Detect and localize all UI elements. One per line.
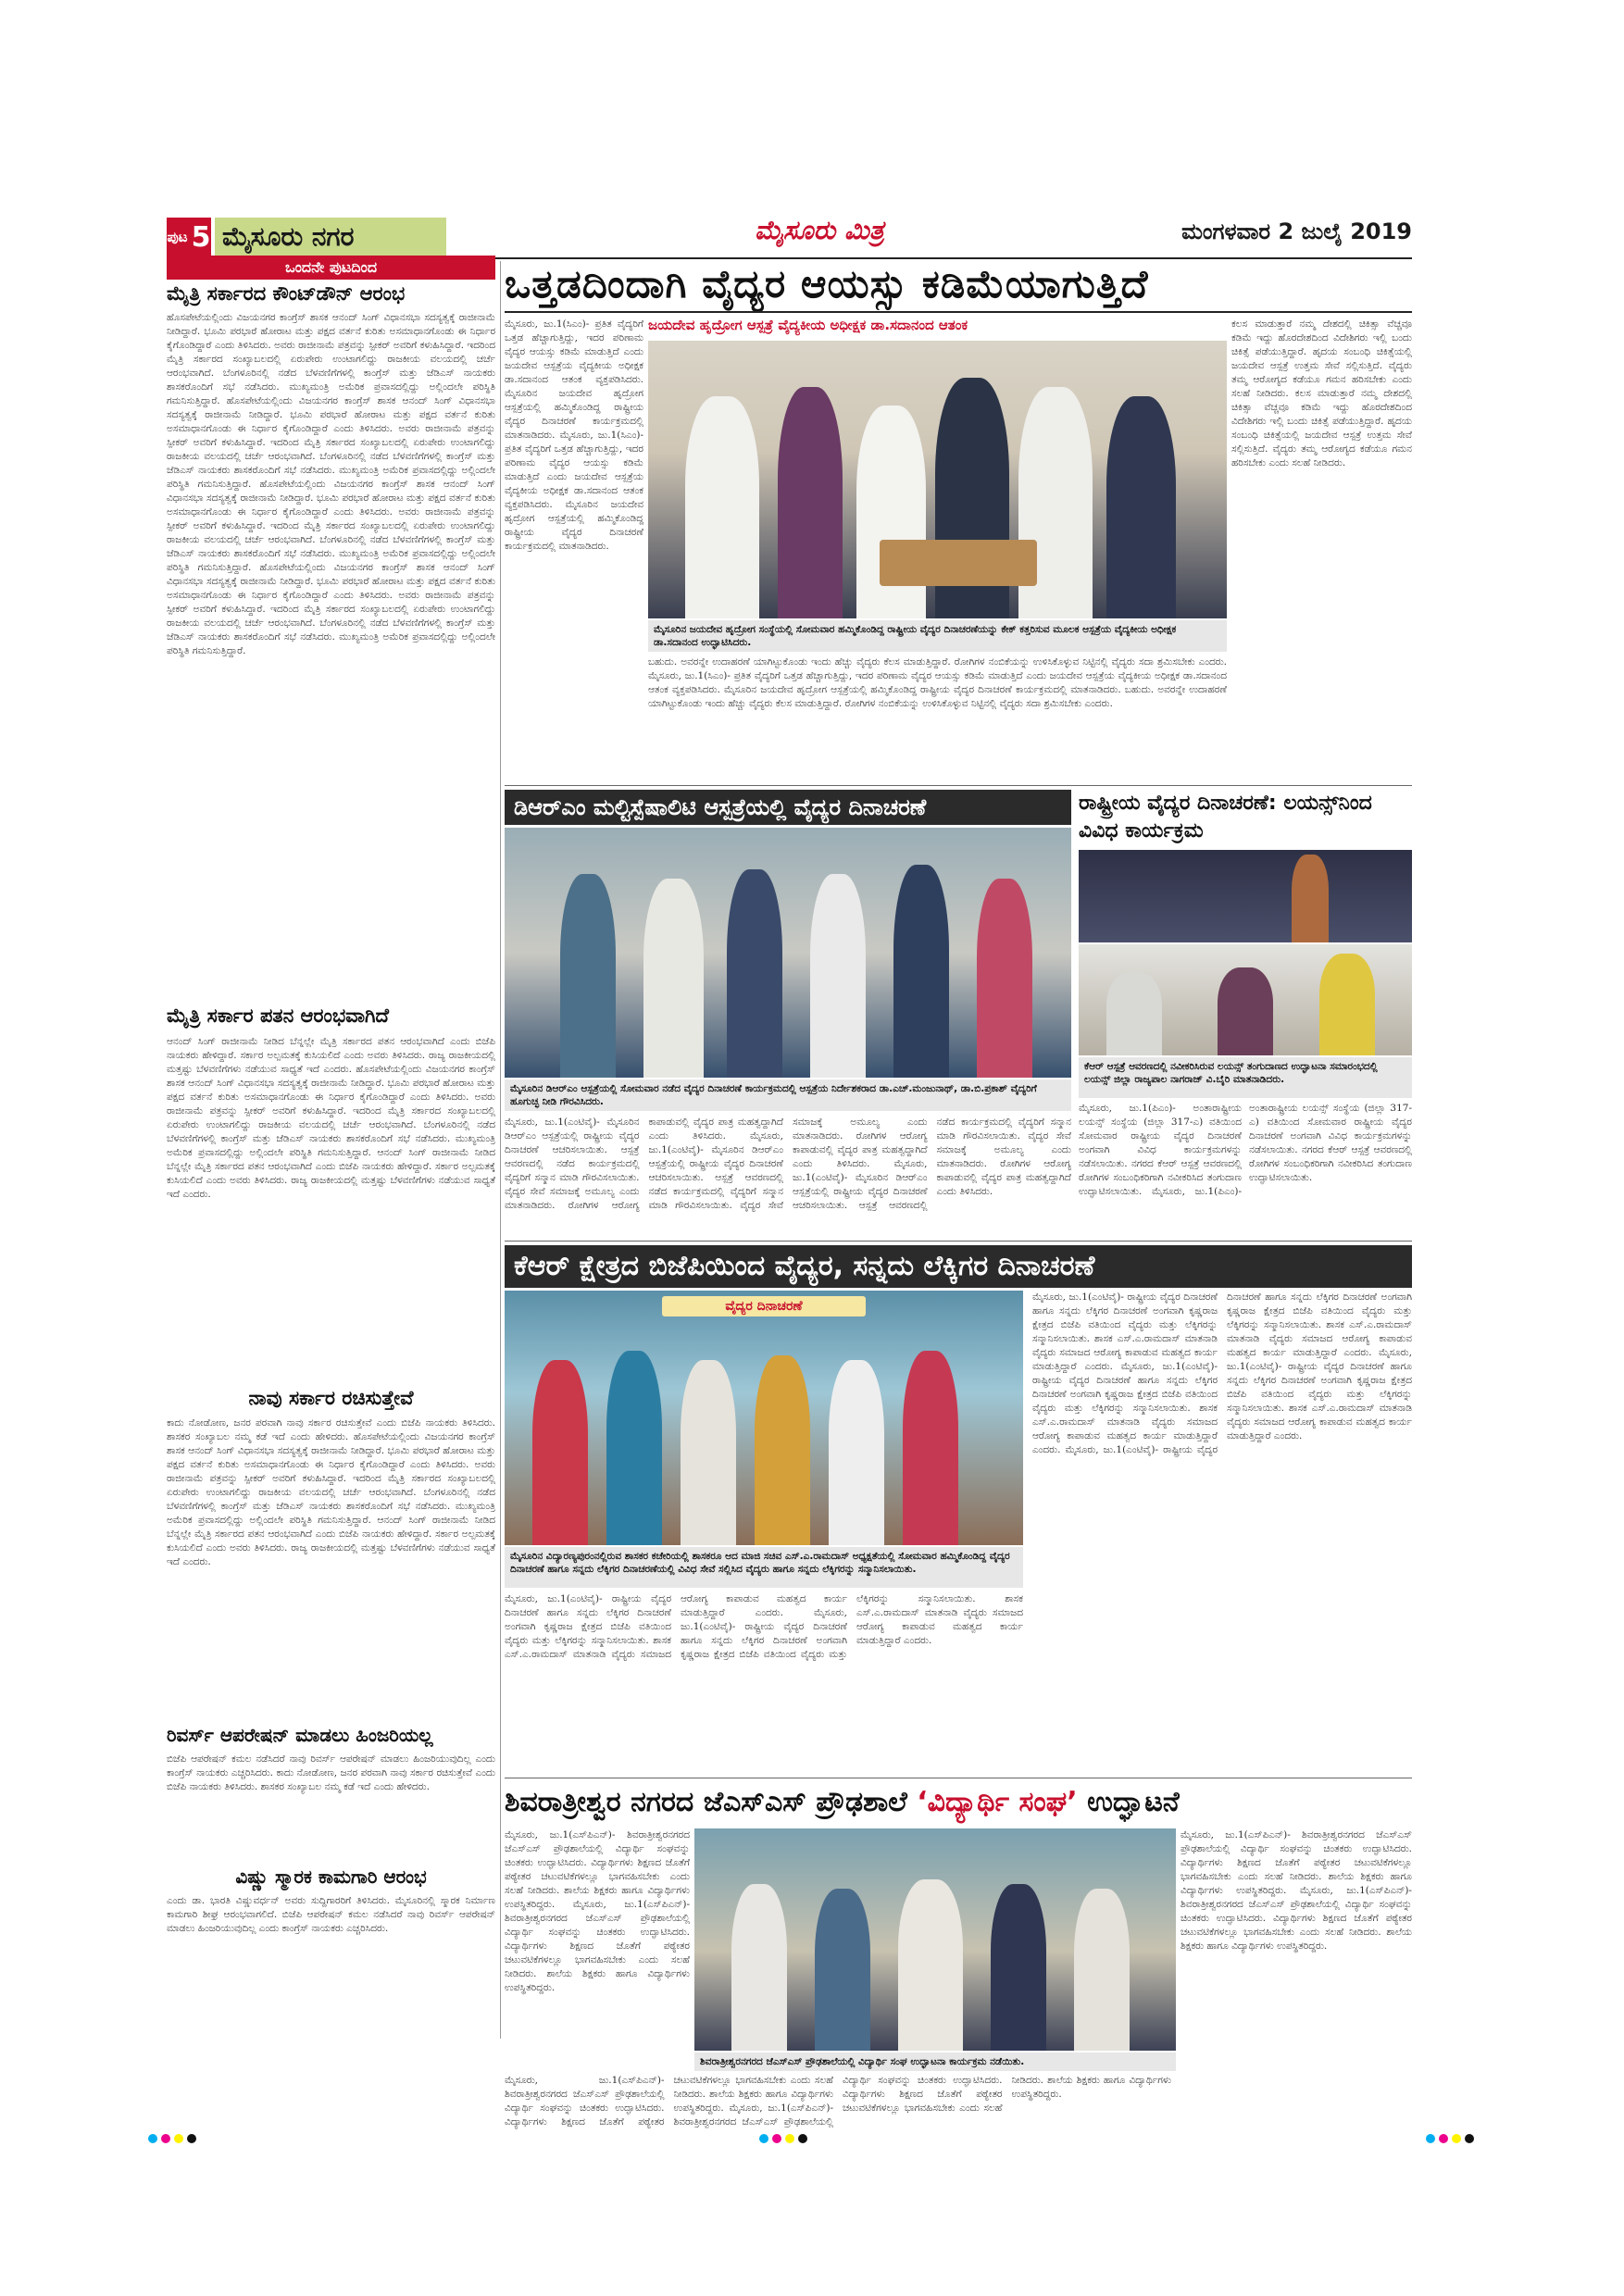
cyan-dot (148, 2134, 157, 2143)
story5-headline: ಶಿವರಾತ್ರೀಶ್ವರ ನಗರದ ಜೆಎಸ್‌ಎಸ್ ಪ್ರೌಢಶಾಲೆ ‘ವಿದ್ಯಾರ್ಥಿ ಸಂಘ’ ಉದ್ಘಾಟನೆ (505, 1786, 1180, 1818)
photo-figure (532, 1360, 588, 1545)
story5-caption: ಶಿವರಾತ್ರೀಶ್ವರನಗರದ ಜೆಎಸ್‌ಎಸ್ ಪ್ರೌಢಶಾಲೆಯಲ್ಲಿ ವಿದ್ಯಾರ್ಥಿ ಸಂಘ ಉದ್ಘಾಟನಾ ಕಾರ್ಯಕ್ರಮ ನಡೆಯಿತು. (694, 2053, 1176, 2071)
lead-photo (648, 341, 1227, 618)
photo-figure (810, 874, 866, 1078)
photo-figure (778, 387, 843, 618)
photo-figure (1074, 1889, 1130, 2051)
lead-body-bottom: ಬಹುದು. ಅವರನ್ನೇ ಉದಾಹರಣೆ ಯಾಗಿಟ್ಟುಕೊಂಡು ಇಂದು ಹೆಚ್ಚು ವೈದ್ಯರು ಕೆಲಸ ಮಾಡುತ್ತಿದ್ದಾರೆ. ರೋಗಿಗಳ ನಂಬಿಕೆಯನ್ನು ಉಳಿಸಿಕೊಳ್ಳುವ ನಿಟ್ಟಿನಲ್ಲಿ ವೈದ್ಯರು ಸದಾ ಶ್ರಮಿಸಬೇಕು ಎಂದರು. ಮೈಸೂರು, ಜು.1(ಸಿಎಂ)- ಪ್ರತಿತ ವೈದ್ಯರಿಗೆ ಒತ್ತಡ ಹೆಚ್ಚಾಗುತ್ತಿದ್ದು, ಇದರ ಪರಿಣಾಮ ವೈದ್ಯರ ಆಯಸ್ಸು ಕಡಿಮೆ ಮಾಡುತ್ತಿದೆ ಎಂದು ಜಯದೇವ ಆಸ್ಪತ್ರೆಯ ವೈದ್ಯಕೀಯ ಅಧೀಕ್ಷಕ ಡಾ.ಸದಾನಂದ ಆತಂಕ ವ್ಯಕ್ತಪಡಿಸಿದರು. ಮೈಸೂರಿನ ಜಯದೇವ ಹೃದ್ರೋಗ ಆಸ್ಪತ್ರೆಯಲ್ಲಿ ಹಮ್ಮಿಕೊಂಡಿದ್ದ ರಾಷ್ಟ್ರೀಯ ವೈದ್ಯರ ದಿನಾಚರಣೆ ಕಾರ್ಯಕ್ರಮದಲ್ಲಿ ಮಾತನಾಡಿದರು. ಬಹುದು. ಅವರನ್ನೇ ಉದಾಹರಣೆ ಯಾಗಿಟ್ಟುಕೊಂಡು ಇಂದು ಹೆಚ್ಚು ವೈದ್ಯರು ಕೆಲಸ ಮಾಡುತ್ತಿದ್ದಾರೆ. ರೋಗಿಗಳ ನಂಬಿಕೆಯನ್ನು ಉಳಿಸಿಕೊಳ್ಳುವ ನಿಟ್ಟಿನಲ್ಲಿ ವೈದ್ಯರು ಸದಾ ಶ್ರಮಿಸಬೇಕು ಎಂದರು. (648, 656, 1227, 709)
registration-marks-left (148, 2129, 200, 2147)
photo-figure (606, 1351, 662, 1545)
story5-photo (694, 1828, 1176, 2051)
registration-marks-center (759, 2129, 811, 2147)
photo-figure (903, 1351, 958, 1545)
left-headline-3: ನಾವು ಸರ್ಕಾರ ರಚಿಸುತ್ತೇವೆ (248, 1387, 414, 1409)
photo-figure (681, 1360, 736, 1545)
left-headline-5: ವಿಷ್ಣು ಸ್ಮಾರಕ ಕಾಮಗಾರಿ ಆರಂಭ (235, 1866, 427, 1888)
photo-figure (1319, 954, 1375, 1055)
photo-figure (685, 396, 759, 618)
story4-caption: ಮೈಸೂರಿನ ವಿದ್ಯಾರಣ್ಯಪುರಂನಲ್ಲಿರುವ ಶಾಸಕರ ಕಚೇರಿಯಲ್ಲಿ ಶಾಸಕರೂ ಆದ ಮಾಜಿ ಸಚಿವ ಎಸ್.ಎ.ರಾಮದಾಸ್ ಅಧ್ಯಕ್ಷತೆಯಲ್ಲಿ ಸೋಮವಾರ ಹಮ್ಮಿಕೊಂಡಿದ್ದ ವೈದ್ಯರ ದಿನಾಚರಣೆ ಹಾಗೂ ಸನ್ನದು ಲೆಕ್ಕಿಗರ ದಿನಾಚರಣೆಯಲ್ಲಿ ವಿವಿಧ ಸೇವೆ ಸಲ್ಲಿಸಿದ ವೈದ್ಯರು ಹಾಗೂ ಸನ್ನದು ಲೆಕ್ಕಿಗರನ್ನು ಸನ್ಮಾನಿಸಲಾಯಿತು. (505, 1547, 1023, 1588)
section-rule (505, 785, 1412, 786)
left-article-5: ಎಂದು ಡಾ. ಭಾರತಿ ವಿಷ್ಣುವರ್ಧನ್ ಅವರು ಸುದ್ದಿಗಾರರಿಗೆ ತಿಳಿಸಿದರು. ಮೈಸೂರಿನಲ್ಲಿ ಸ್ಮಾರಕ ನಿರ್ಮಾಣ ಕಾಮಗಾರಿ ಶೀಘ್ರ ಆರಂಭವಾಗಲಿದೆ. ಬಿಜೆಪಿ ಆಪರೇಷನ್ ಕಮಲ ನಡೆಸಿದರೆ ನಾವು ರಿವರ್ಸ್ ಆಪರೇಷನ್ ಮಾಡಲು ಹಿಂಜರಿಯುವುದಿಲ್ಲ ಎಂದು ಕಾಂಗ್ರೆಸ್ ನಾಯಕರು ಎಚ್ಚರಿಸಿದರು. (167, 1895, 495, 1934)
story4-body-bottom: ಮೈಸೂರು, ಜು.1(ಎಂಟಿವೈ)- ರಾಷ್ಟ್ರೀಯ ವೈದ್ಯರ ದಿನಾಚರಣೆ ಹಾಗೂ ಸನ್ನದು ಲೆಕ್ಕಿಗರ ದಿನಾಚರಣೆ ಅಂಗವಾಗಿ ಕೃಷ್ಣರಾಜ ಕ್ಷೇತ್ರದ ಬಿಜೆಪಿ ವತಿಯಿಂದ ವೈದ್ಯರು ಮತ್ತು ಲೆಕ್ಕಿಗರನ್ನು ಸನ್ಮಾನಿಸಲಾಯಿತು. ಶಾಸಕ ಎಸ್.ಎ.ರಾಮದಾಸ್ ಮಾತನಾಡಿ ವೈದ್ಯರು ಸಮಾಜದ ಆರೋಗ್ಯ ಕಾಪಾಡುವ ಮಹತ್ವದ ಕಾರ್ಯ ಮಾಡುತ್ತಿದ್ದಾರೆ ಎಂದರು. ಮೈಸೂರು, ಜು.1(ಎಂಟಿವೈ)- ರಾಷ್ಟ್ರೀಯ ವೈದ್ಯರ ದಿನಾಚರಣೆ ಹಾಗೂ ಸನ್ನದು ಲೆಕ್ಕಿಗರ ದಿನಾಚರಣೆ ಅಂಗವಾಗಿ ಕೃಷ್ಣರಾಜ ಕ್ಷೇತ್ರದ ಬಿಜೆಪಿ ವತಿಯಿಂದ ವೈದ್ಯರು ಮತ್ತು ಲೆಕ್ಕಿಗರನ್ನು ಸನ್ಮಾನಿಸಲಾಯಿತು. ಶಾಸಕ ಎಸ್.ಎ.ರಾಮದಾಸ್ ಮಾತನಾಡಿ ವೈದ್ಯರು ಸಮಾಜದ ಆರೋಗ್ಯ ಕಾಪಾಡುವ ಮಹತ್ವದ ಕಾರ್ಯ ಮಾಡುತ್ತಿದ್ದಾರೆ ಎಂದರು. (505, 1593, 1023, 1660)
paper-logo: ಮೈಸೂರು ಮಿತ್ರ (755, 215, 884, 245)
story5-body-left: ಮೈಸೂರು, ಜು.1(ಎಸ್‌ಪಿಎನ್)- ಶಿವರಾತ್ರೀಶ್ವರನಗರದ ಜೆಎಸ್‌ಎಸ್ ಪ್ರೌಢಶಾಲೆಯಲ್ಲಿ ವಿದ್ಯಾರ್ಥಿ ಸಂಘವನ್ನು ಚಿಂತಕರು ಉದ್ಘಾಟಿಸಿದರು. ವಿದ್ಯಾರ್ಥಿಗಳು ಶಿಕ್ಷಣದ ಜೊತೆಗೆ ಪಠ್ಯೇತರ ಚಟುವಟಿಕೆಗಳಲ್ಲೂ ಭಾಗವಹಿಸಬೇಕು ಎಂದು ಸಲಹೆ ನೀಡಿದರು. ಶಾಲೆಯ ಶಿಕ್ಷಕರು ಹಾಗೂ ವಿದ್ಯಾರ್ಥಿಗಳು ಉಪಸ್ಥಿತರಿದ್ದರು. ಮೈಸೂರು, ಜು.1(ಎಸ್‌ಪಿಎನ್)- ಶಿವರಾತ್ರೀಶ್ವರನಗರದ ಜೆಎಸ್‌ಎಸ್ ಪ್ರೌಢಶಾಲೆಯಲ್ಲಿ ವಿದ್ಯಾರ್ಥಿ ಸಂಘವನ್ನು ಚಿಂತಕರು ಉದ್ಘಾಟಿಸಿದರು. ವಿದ್ಯಾರ್ಥಿಗಳು ಶಿಕ್ಷಣದ ಜೊತೆಗೆ ಪಠ್ಯೇತರ ಚಟುವಟಿಕೆಗಳಲ್ಲೂ ಭಾಗವಹಿಸಬೇಕು ಎಂದು ಸಲಹೆ ನೀಡಿದರು. ಶಾಲೆಯ ಶಿಕ್ಷಕರು ಹಾಗೂ ವಿದ್ಯಾರ್ಥಿಗಳು ಉಪಸ್ಥಿತರಿದ್ದರು. (505, 1829, 690, 1993)
black-dot (798, 2134, 807, 2143)
photo-figure (856, 406, 926, 618)
left-headline-4: ರಿವರ್ಸ್ ಆಪರೇಷನ್ ಮಾಡಲು ಹಿಂಜರಿಯಲ್ಲ (167, 1724, 433, 1746)
photo-figure (1292, 855, 1329, 942)
lead-kicker: ಜಯದೇವ ಹೃದ್ರೋಗ ಆಸ್ಪತ್ರೆ ವೈದ್ಯಕೀಯ ಅಧೀಕ್ಷಕ ಡಾ.ಸದಾನಂದ ಆತಂಕ (648, 317, 968, 333)
photo-figure (755, 1355, 810, 1545)
story2-caption: ಮೈಸೂರಿನ ಡಿಆರ್‌ಎಂ ಆಸ್ಪತ್ರೆಯಲ್ಲಿ ಸೋಮವಾರ ನಡೆದ ವೈದ್ಯರ ದಿನಾಚರಣೆ ಕಾರ್ಯಕ್ರಮದಲ್ಲಿ ಆಸ್ಪತ್ರೆಯ ನಿರ್ದೇಶಕರಾದ ಡಾ.ಎಚ್.ಮಂಜುನಾಥ್, ಡಾ.ಬಿ.ಪ್ರಕಾಶ್ ವೈದ್ಯರಿಗೆ ಹೂಗುಚ್ಛ ನೀಡಿ ಗೌರವಿಸಿದರು. (505, 1079, 1071, 1111)
yellow-dot (174, 2134, 183, 2143)
story3-photo-bottom (1079, 944, 1412, 1055)
lead-rule (505, 311, 1412, 313)
story2-photo (505, 828, 1071, 1078)
yellow-dot (1452, 2134, 1461, 2143)
story5-headline-highlight: ‘ವಿದ್ಯಾರ್ಥಿ ಸಂಘ’ (917, 1786, 1078, 1818)
lead-headline: ಒತ್ತಡದಿಂದಾಗಿ ವೈದ್ಯರ ಆಯಸ್ಸು ಕಡಿಮೆಯಾಗುತ್ತಿದೆ (505, 261, 1412, 309)
column-divider (500, 261, 501, 2039)
photo-figure (560, 874, 616, 1078)
left-headline-2: ಮೈತ್ರಿ ಸರ್ಕಾರ ಪತನ ಆರಂಭವಾಗಿದೆ (167, 1004, 389, 1027)
story3-headline: ರಾಷ್ಟ್ರೀಯ ವೈದ್ಯರ ದಿನಾಚರಣೆ: ಲಯನ್ಸ್‌ನಿಂದ ವಿವಿಧ ಕಾರ್ಯಕ್ರಮ (1079, 792, 1372, 842)
photo-figure (991, 1884, 1046, 2051)
story4-body-right: ಮೈಸೂರು, ಜು.1(ಎಂಟಿವೈ)- ರಾಷ್ಟ್ರೀಯ ವೈದ್ಯರ ದಿನಾಚರಣೆ ಹಾಗೂ ಸನ್ನದು ಲೆಕ್ಕಿಗರ ದಿನಾಚರಣೆ ಅಂಗವಾಗಿ ಕೃಷ್ಣರಾಜ ಕ್ಷೇತ್ರದ ಬಿಜೆಪಿ ವತಿಯಿಂದ ವೈದ್ಯರು ಮತ್ತು ಲೆಕ್ಕಿಗರನ್ನು ಸನ್ಮಾನಿಸಲಾಯಿತು. ಶಾಸಕ ಎಸ್.ಎ.ರಾಮದಾಸ್ ಮಾತನಾಡಿ ವೈದ್ಯರು ಸಮಾಜದ ಆರೋಗ್ಯ ಕಾಪಾಡುವ ಮಹತ್ವದ ಕಾರ್ಯ ಮಾಡುತ್ತಿದ್ದಾರೆ ಎಂದರು. ಮೈಸೂರು, ಜು.1(ಎಂಟಿವೈ)- ರಾಷ್ಟ್ರೀಯ ವೈದ್ಯರ ದಿನಾಚರಣೆ ಹಾಗೂ ಸನ್ನದು ಲೆಕ್ಕಿಗರ ದಿನಾಚರಣೆ ಅಂಗವಾಗಿ ಕೃಷ್ಣರಾಜ ಕ್ಷೇತ್ರದ ಬಿಜೆಪಿ ವತಿಯಿಂದ ವೈದ್ಯರು ಮತ್ತು ಲೆಕ್ಕಿಗರನ್ನು ಸನ್ಮಾನಿಸಲಾಯಿತು. ಶಾಸಕ ಎಸ್.ಎ.ರಾಮದಾಸ್ ಮಾತನಾಡಿ ವೈದ್ಯರು ಸಮಾಜದ ಆರೋಗ್ಯ ಕಾಪಾಡುವ ಮಹತ್ವದ ಕಾರ್ಯ ಮಾಡುತ್ತಿದ್ದಾರೆ ಎಂದರು. ಮೈಸೂರು, ಜು.1(ಎಂಟಿವೈ)- ರಾಷ್ಟ್ರೀಯ ವೈದ್ಯರ ದಿನಾಚರಣೆ ಹಾಗೂ ಸನ್ನದು ಲೆಕ್ಕಿಗರ ದಿನಾಚರಣೆ ಅಂಗವಾಗಿ ಕೃಷ್ಣರಾಜ ಕ್ಷೇತ್ರದ ಬಿಜೆಪಿ ವತಿಯಿಂದ ವೈದ್ಯರು ಮತ್ತು ಲೆಕ್ಕಿಗರನ್ನು ಸನ್ಮಾನಿಸಲಾಯಿತು. ಶಾಸಕ ಎಸ್.ಎ.ರಾಮದಾಸ್ ಮಾತನಾಡಿ ವೈದ್ಯರು ಸಮಾಜದ ಆರೋಗ್ಯ ಕಾಪಾಡುವ ಮಹತ್ವದ ಕಾರ್ಯ ಮಾಡುತ್ತಿದ್ದಾರೆ ಎಂದರು. ಮೈಸೂರು, ಜು.1(ಎಂಟಿವೈ)- ರಾಷ್ಟ್ರೀಯ ವೈದ್ಯರ ದಿನಾಚರಣೆ ಹಾಗೂ ಸನ್ನದು ಲೆಕ್ಕಿಗರ ದಿನಾಚರಣೆ ಅಂಗವಾಗಿ ಕೃಷ್ಣರಾಜ ಕ್ಷೇತ್ರದ ಬಿಜೆಪಿ ವತಿಯಿಂದ ವೈದ್ಯರು ಮತ್ತು ಲೆಕ್ಕಿಗರನ್ನು ಸನ್ಮಾನಿಸಲಾಯಿತು. ಶಾಸಕ ಎಸ್.ಎ.ರಾಮದಾಸ್ ಮಾತನಾಡಿ ವೈದ್ಯರು ಸಮಾಜದ ಆರೋಗ್ಯ ಕಾಪಾಡುವ ಮಹತ್ವದ ಕಾರ್ಯ ಮಾಡುತ್ತಿದ್ದಾರೆ ಎಂದರು. (1032, 1292, 1412, 1455)
left-article-1: ಹೊಸಪೇಟೆಯಲ್ಲಿಂದು ವಿಜಯನಗರ ಕಾಂಗ್ರೆಸ್ ಶಾಸಕ ಆನಂದ್ ಸಿಂಗ್ ವಿಧಾನಸಭಾ ಸದಸ್ಯತ್ವಕ್ಕೆ ರಾಜೀನಾಮೆ ನೀಡಿದ್ದಾರೆ. ಭೂಮಿ ಪರಭಾರೆ ಹೋರಾಟ ಮತ್ತು ಪಕ್ಷದ ವರ್ತನೆ ಕುರಿತು ಅಸಮಾಧಾನಗೊಂಡು ಈ ನಿರ್ಧಾರ ಕೈಗೊಂಡಿದ್ದಾರೆ ಎಂದು ತಿಳಿಸಿದರು. ಅವರು ರಾಜೀನಾಮೆ ಪತ್ರವನ್ನು ಸ್ಪೀಕರ್ ಅವರಿಗೆ ಕಳುಹಿಸಿದ್ದಾರೆ. ಇದರಿಂದ ಮೈತ್ರಿ ಸರ್ಕಾರದ ಸಂಖ್ಯಾಬಲದಲ್ಲಿ ಏರುಪೇರು ಉಂಟಾಗಲಿದ್ದು ರಾಜಕೀಯ ವಲಯದಲ್ಲಿ ಚರ್ಚೆ ಆರಂಭವಾಗಿದೆ. ಬೆಂಗಳೂರಿನಲ್ಲಿ ನಡೆದ ಬೆಳವಣಿಗೆಗಳಲ್ಲಿ ಕಾಂಗ್ರೆಸ್ ಮತ್ತು ಜೆಡಿಎಸ್ ನಾಯಕರು ಶಾಸಕರೊಂದಿಗೆ ಸಭೆ ನಡೆಸಿದರು. ಮುಖ್ಯಮಂತ್ರಿ ಅಮೆರಿಕ ಪ್ರವಾಸದಲ್ಲಿದ್ದು ಅಲ್ಲಿಂದಲೇ ಪರಿಸ್ಥಿತಿ ಗಮನಿಸುತ್ತಿದ್ದಾರೆ. ಹೊಸಪೇಟೆಯಲ್ಲಿಂದು ವಿಜಯನಗರ ಕಾಂಗ್ರೆಸ್ ಶಾಸಕ ಆನಂದ್ ಸಿಂಗ್ ವಿಧಾನಸಭಾ ಸದಸ್ಯತ್ವಕ್ಕೆ ರಾಜೀನಾಮೆ ನೀಡಿದ್ದಾರೆ. ಭೂಮಿ ಪರಭಾರೆ ಹೋರಾಟ ಮತ್ತು ಪಕ್ಷದ ವರ್ತನೆ ಕುರಿತು ಅಸಮಾಧಾನಗೊಂಡು ಈ ನಿರ್ಧಾರ ಕೈಗೊಂಡಿದ್ದಾರೆ ಎಂದು ತಿಳಿಸಿದರು. ಅವರು ರಾಜೀನಾಮೆ ಪತ್ರವನ್ನು ಸ್ಪೀಕರ್ ಅವರಿಗೆ ಕಳುಹಿಸಿದ್ದಾರೆ. ಇದರಿಂದ ಮೈತ್ರಿ ಸರ್ಕಾರದ ಸಂಖ್ಯಾಬಲದಲ್ಲಿ ಏರುಪೇರು ಉಂಟಾಗಲಿದ್ದು ರಾಜಕೀಯ ವಲಯದಲ್ಲಿ ಚರ್ಚೆ ಆರಂಭವಾಗಿದೆ. ಬೆಂಗಳೂರಿನಲ್ಲಿ ನಡೆದ ಬೆಳವಣಿಗೆಗಳಲ್ಲಿ ಕಾಂಗ್ರೆಸ್ ಮತ್ತು ಜೆಡಿಎಸ್ ನಾಯಕರು ಶಾಸಕರೊಂದಿಗೆ ಸಭೆ ನಡೆಸಿದರು. ಮುಖ್ಯಮಂತ್ರಿ ಅಮೆರಿಕ ಪ್ರವಾಸದಲ್ಲಿದ್ದು ಅಲ್ಲಿಂದಲೇ ಪರಿಸ್ಥಿತಿ ಗಮನಿಸುತ್ತಿದ್ದಾರೆ. ಹೊಸಪೇಟೆಯಲ್ಲಿಂದು ವಿಜಯನಗರ ಕಾಂಗ್ರೆಸ್ ಶಾಸಕ ಆನಂದ್ ಸಿಂಗ್ ವಿಧಾನಸಭಾ ಸದಸ್ಯತ್ವಕ್ಕೆ ರಾಜೀನಾಮೆ ನೀಡಿದ್ದಾರೆ. ಭೂಮಿ ಪರಭಾರೆ ಹೋರಾಟ ಮತ್ತು ಪಕ್ಷದ ವರ್ತನೆ ಕುರಿತು ಅಸಮಾಧಾನಗೊಂಡು ಈ ನಿರ್ಧಾರ ಕೈಗೊಂಡಿದ್ದಾರೆ ಎಂದು ತಿಳಿಸಿದರು. ಅವರು ರಾಜೀನಾಮೆ ಪತ್ರವನ್ನು ಸ್ಪೀಕರ್ ಅವರಿಗೆ ಕಳುಹಿಸಿದ್ದಾರೆ. ಇದರಿಂದ ಮೈತ್ರಿ ಸರ್ಕಾರದ ಸಂಖ್ಯಾಬಲದಲ್ಲಿ ಏರುಪೇರು ಉಂಟಾಗಲಿದ್ದು ರಾಜಕೀಯ ವಲಯದಲ್ಲಿ ಚರ್ಚೆ ಆರಂಭವಾಗಿದೆ. ಬೆಂಗಳೂರಿನಲ್ಲಿ ನಡೆದ ಬೆಳವಣಿಗೆಗಳಲ್ಲಿ ಕಾಂಗ್ರೆಸ್ ಮತ್ತು ಜೆಡಿಎಸ್ ನಾಯಕರು ಶಾಸಕರೊಂದಿಗೆ ಸಭೆ ನಡೆಸಿದರು. ಮುಖ್ಯಮಂತ್ರಿ ಅಮೆರಿಕ ಪ್ರವಾಸದಲ್ಲಿದ್ದು ಅಲ್ಲಿಂದಲೇ ಪರಿಸ್ಥಿತಿ ಗಮನಿಸುತ್ತಿದ್ದಾರೆ. ಹೊಸಪೇಟೆಯಲ್ಲಿಂದು ವಿಜಯನಗರ ಕಾಂಗ್ರೆಸ್ ಶಾಸಕ ಆನಂದ್ ಸಿಂಗ್ ವಿಧಾನಸಭಾ ಸದಸ್ಯತ್ವಕ್ಕೆ ರಾಜೀನಾಮೆ ನೀಡಿದ್ದಾರೆ. ಭೂಮಿ ಪರಭಾರೆ ಹೋರಾಟ ಮತ್ತು ಪಕ್ಷದ ವರ್ತನೆ ಕುರಿತು ಅಸಮಾಧಾನಗೊಂಡು ಈ ನಿರ್ಧಾರ ಕೈಗೊಂಡಿದ್ದಾರೆ ಎಂದು ತಿಳಿಸಿದರು. ಅವರು ರಾಜೀನಾಮೆ ಪತ್ರವನ್ನು ಸ್ಪೀಕರ್ ಅವರಿಗೆ ಕಳುಹಿಸಿದ್ದಾರೆ. ಇದರಿಂದ ಮೈತ್ರಿ ಸರ್ಕಾರದ ಸಂಖ್ಯಾಬಲದಲ್ಲಿ ಏರುಪೇರು ಉಂಟಾಗಲಿದ್ದು ರಾಜಕೀಯ ವಲಯದಲ್ಲಿ ಚರ್ಚೆ ಆರಂಭವಾಗಿದೆ. ಬೆಂಗಳೂರಿನಲ್ಲಿ ನಡೆದ ಬೆಳವಣಿಗೆಗಳಲ್ಲಿ ಕಾಂಗ್ರೆಸ್ ಮತ್ತು ಜೆಡಿಎಸ್ ನಾಯಕರು ಶಾಸಕರೊಂದಿಗೆ ಸಭೆ ನಡೆಸಿದರು. ಮುಖ್ಯಮಂತ್ರಿ ಅಮೆರಿಕ ಪ್ರವಾಸದಲ್ಲಿದ್ದು ಅಲ್ಲಿಂದಲೇ ಪರಿಸ್ಥಿತಿ ಗಮನಿಸುತ್ತಿದ್ದಾರೆ. (167, 312, 495, 656)
magenta-dot (161, 2134, 170, 2143)
left-article-4: ಬಿಜೆಪಿ ಆಪರೇಷನ್ ಕಮಲ ನಡೆಸಿದರೆ ನಾವು ರಿವರ್ಸ್ ಆಪರೇಷನ್ ಮಾಡಲು ಹಿಂಜರಿಯುವುದಿಲ್ಲ ಎಂದು ಕಾಂಗ್ರೆಸ್ ನಾಯಕರು ಎಚ್ಚರಿಸಿದರು. ಕಾದು ನೋಡೋಣ, ಜನರ ಪರವಾಗಿ ನಾವು ಸರ್ಕಾರ ರಚಿಸುತ್ತೇವೆ ಎಂದು ಬಿಜೆಪಿ ನಾಯಕರು ತಿಳಿಸಿದರು. ಶಾಸಕರ ಸಂಖ್ಯಾಬಲ ನಮ್ಮ ಕಡೆ ಇದೆ ಎಂದು ಹೇಳಿದರು. (167, 1753, 495, 1792)
photo-banner: ವೈದ್ಯರ ದಿನಾಚರಣೆ (662, 1296, 866, 1316)
photo-figure (815, 1889, 870, 2051)
left-article-3: ಕಾದು ನೋಡೋಣ, ಜನರ ಪರವಾಗಿ ನಾವು ಸರ್ಕಾರ ರಚಿಸುತ್ತೇವೆ ಎಂದು ಬಿಜೆಪಿ ನಾಯಕರು ತಿಳಿಸಿದರು. ಶಾಸಕರ ಸಂಖ್ಯಾಬಲ ನಮ್ಮ ಕಡೆ ಇದೆ ಎಂದು ಹೇಳಿದರು. ಹೊಸಪೇಟೆಯಲ್ಲಿಂದು ವಿಜಯನಗರ ಕಾಂಗ್ರೆಸ್ ಶಾಸಕ ಆನಂದ್ ಸಿಂಗ್ ವಿಧಾನಸಭಾ ಸದಸ್ಯತ್ವಕ್ಕೆ ರಾಜೀನಾಮೆ ನೀಡಿದ್ದಾರೆ. ಭೂಮಿ ಪರಭಾರೆ ಹೋರಾಟ ಮತ್ತು ಪಕ್ಷದ ವರ್ತನೆ ಕುರಿತು ಅಸಮಾಧಾನಗೊಂಡು ಈ ನಿರ್ಧಾರ ಕೈಗೊಂಡಿದ್ದಾರೆ ಎಂದು ತಿಳಿಸಿದರು. ಅವರು ರಾಜೀನಾಮೆ ಪತ್ರವನ್ನು ಸ್ಪೀಕರ್ ಅವರಿಗೆ ಕಳುಹಿಸಿದ್ದಾರೆ. ಇದರಿಂದ ಮೈತ್ರಿ ಸರ್ಕಾರದ ಸಂಖ್ಯಾಬಲದಲ್ಲಿ ಏರುಪೇರು ಉಂಟಾಗಲಿದ್ದು ರಾಜಕೀಯ ವಲಯದಲ್ಲಿ ಚರ್ಚೆ ಆರಂಭವಾಗಿದೆ. ಬೆಂಗಳೂರಿನಲ್ಲಿ ನಡೆದ ಬೆಳವಣಿಗೆಗಳಲ್ಲಿ ಕಾಂಗ್ರೆಸ್ ಮತ್ತು ಜೆಡಿಎಸ್ ನಾಯಕರು ಶಾಸಕರೊಂದಿಗೆ ಸಭೆ ನಡೆಸಿದರು. ಮುಖ್ಯಮಂತ್ರಿ ಅಮೆರಿಕ ಪ್ರವಾಸದಲ್ಲಿದ್ದು ಅಲ್ಲಿಂದಲೇ ಪರಿಸ್ಥಿತಿ ಗಮನಿಸುತ್ತಿದ್ದಾರೆ. ಆನಂದ್ ಸಿಂಗ್ ರಾಜೀನಾಮೆ ನೀಡಿದ ಬೆನ್ನಲ್ಲೇ ಮೈತ್ರಿ ಸರ್ಕಾರದ ಪತನ ಆರಂಭವಾಗಿದೆ ಎಂದು ಬಿಜೆಪಿ ನಾಯಕರು ಹೇಳಿದ್ದಾರೆ. ಸರ್ಕಾರ ಅಲ್ಪಮತಕ್ಕೆ ಕುಸಿಯಲಿದೆ ಎಂದು ಅವರು ತಿಳಿಸಿದರು. ರಾಜ್ಯ ರಾಜಕೀಯದಲ್ಲಿ ಮತ್ತಷ್ಟು ಬೆಳವಣಿಗೆಗಳು ನಡೆಯುವ ಸಾಧ್ಯತೆ ಇದೆ ಎಂದರು. (167, 1417, 495, 1567)
story5-body-bottom: ಮೈಸೂರು, ಜು.1(ಎಸ್‌ಪಿಎನ್)- ಶಿವರಾತ್ರೀಶ್ವರನಗರದ ಜೆಎಸ್‌ಎಸ್ ಪ್ರೌಢಶಾಲೆಯಲ್ಲಿ ವಿದ್ಯಾರ್ಥಿ ಸಂಘವನ್ನು ಚಿಂತಕರು ಉದ್ಘಾಟಿಸಿದರು. ವಿದ್ಯಾರ್ಥಿಗಳು ಶಿಕ್ಷಣದ ಜೊತೆಗೆ ಪಠ್ಯೇತರ ಚಟುವಟಿಕೆಗಳಲ್ಲೂ ಭಾಗವಹಿಸಬೇಕು ಎಂದು ಸಲಹೆ ನೀಡಿದರು. ಶಾಲೆಯ ಶಿಕ್ಷಕರು ಹಾಗೂ ವಿದ್ಯಾರ್ಥಿಗಳು ಉಪಸ್ಥಿತರಿದ್ದರು. ಮೈಸೂರು, ಜು.1(ಎಸ್‌ಪಿಎನ್)- ಶಿವರಾತ್ರೀಶ್ವರನಗರದ ಜೆಎಸ್‌ಎಸ್ ಪ್ರೌಢಶಾಲೆಯಲ್ಲಿ ವಿದ್ಯಾರ್ಥಿ ಸಂಘವನ್ನು ಚಿಂತಕರು ಉದ್ಘಾಟಿಸಿದರು. ವಿದ್ಯಾರ್ಥಿಗಳು ಶಿಕ್ಷಣದ ಜೊತೆಗೆ ಪಠ್ಯೇತರ ಚಟುವಟಿಕೆಗಳಲ್ಲೂ ಭಾಗವಹಿಸಬೇಕು ಎಂದು ಸಲಹೆ ನೀಡಿದರು. ಶಾಲೆಯ ಶಿಕ್ಷಕರು ಹಾಗೂ ವಿದ್ಯಾರ್ಥಿಗಳು ಉಪಸ್ಥಿತರಿದ್ದರು. (505, 2075, 1171, 2128)
photo-figure (829, 1360, 884, 1545)
registration-marks-right (1426, 2129, 1478, 2147)
photo-figure (893, 865, 949, 1078)
photo-figure (731, 1884, 787, 2051)
yellow-dot (785, 2134, 794, 2143)
section-rule (505, 1241, 1412, 1242)
issue-date: ಮಂಗಳವಾರ 2 ಜುಲೈ 2019 (1181, 218, 1412, 244)
story2-headline: ಡಿಆರ್‌ಎಂ ಮಲ್ಟಿಸ್ಪೆಷಾಲಿಟಿ ಆಸ್ಪತ್ರೆಯಲ್ಲಿ ವೈದ್ಯರ ದಿನಾಚರಣೆ (505, 790, 1071, 825)
story3-caption: ಕೆಆರ್ ಆಸ್ಪತ್ರೆ ಆವರಣದಲ್ಲಿ ನವೀಕರಿಸಿರುವ ಲಯನ್ಸ್ ತಂಗುದಾಣದ ಉದ್ಘಾಟನಾ ಸಮಾರಂಭದಲ್ಲಿ ಲಯನ್ಸ್ ಜಿಲ್ಲಾ ರಾಜ್ಯಪಾಲ ನಾಗರಾಜ್ ವಿ.ಬೈರಿ ಮಾತನಾಡಿದರು. (1079, 1057, 1412, 1098)
lead-body-right: ಕಲಸ ಮಾಡುತ್ತಾರೆ ನಮ್ಮ ದೇಶದಲ್ಲಿ ಚಿಕಿತ್ಸಾ ವೆಚ್ಚವೂ ಕಡಿಮೆ ಇದ್ದು ಹೊರದೇಶದಿಂದ ವಿದೇಶಿಗರು ಇಲ್ಲಿ ಬಂದು ಚಿಕಿತ್ಸೆ ಪಡೆಯುತ್ತಿದ್ದಾರೆ. ಹೃದಯ ಸಂಬಂಧಿ ಚಿಕಿತ್ಸೆಯಲ್ಲಿ ಜಯದೇವ ಆಸ್ಪತ್ರೆ ಉತ್ತಮ ಸೇವೆ ಸಲ್ಲಿಸುತ್ತಿದೆ. ವೈದ್ಯರು ತಮ್ಮ ಆರೋಗ್ಯದ ಕಡೆಯೂ ಗಮನ ಹರಿಸಬೇಕು ಎಂದು ಸಲಹೆ ನೀಡಿದರು. ಕಲಸ ಮಾಡುತ್ತಾರೆ ನಮ್ಮ ದೇಶದಲ್ಲಿ ಚಿಕಿತ್ಸಾ ವೆಚ್ಚವೂ ಕಡಿಮೆ ಇದ್ದು ಹೊರದೇಶದಿಂದ ವಿದೇಶಿಗರು ಇಲ್ಲಿ ಬಂದು ಚಿಕಿತ್ಸೆ ಪಡೆಯುತ್ತಿದ್ದಾರೆ. ಹೃದಯ ಸಂಬಂಧಿ ಚಿಕಿತ್ಸೆಯಲ್ಲಿ ಜಯದೇವ ಆಸ್ಪತ್ರೆ ಉತ್ತಮ ಸೇವೆ ಸಲ್ಲಿಸುತ್ತಿದೆ. ವೈದ್ಯರು ತಮ್ಮ ಆರೋಗ್ಯದ ಕಡೆಯೂ ಗಮನ ಹರಿಸಬೇಕು ಎಂದು ಸಲಹೆ ನೀಡಿದರು. (1231, 318, 1412, 468)
photo-figure (1218, 967, 1273, 1055)
story3-photo-top (1079, 850, 1412, 942)
photo-figure (1106, 972, 1162, 1055)
photo-figure (977, 879, 1032, 1078)
page-number-badge (167, 218, 211, 256)
cyan-dot (1426, 2134, 1435, 2143)
story4-headline: ಕೆಆರ್ ಕ್ಷೇತ್ರದ ಬಿಜೆಪಿಯಿಂದ ವೈದ್ಯರ, ಸನ್ನದು ಲೆಕ್ಕಿಗರ ದಿನಾಚರಣೆ (505, 1245, 1412, 1288)
story2-body: ಮೈಸೂರು, ಜು.1(ಎಂಟಿವೈ)- ಮೈಸೂರಿನ ಡಿಆರ್‌ಎಂ ಆಸ್ಪತ್ರೆಯಲ್ಲಿ ರಾಷ್ಟ್ರೀಯ ವೈದ್ಯರ ದಿನಾಚರಣೆ ಆಚರಿಸಲಾಯಿತು. ಆಸ್ಪತ್ರೆ ಆವರಣದಲ್ಲಿ ನಡೆದ ಕಾರ್ಯಕ್ರಮದಲ್ಲಿ ವೈದ್ಯರಿಗೆ ಸನ್ಮಾನ ಮಾಡಿ ಗೌರವಿಸಲಾಯಿತು. ವೈದ್ಯರ ಸೇವೆ ಸಮಾಜಕ್ಕೆ ಅಮೂಲ್ಯ ಎಂದು ಮಾತನಾಡಿದರು. ರೋಗಿಗಳ ಆರೋಗ್ಯ ಕಾಪಾಡುವಲ್ಲಿ ವೈದ್ಯರ ಪಾತ್ರ ಮಹತ್ವದ್ದಾಗಿದೆ ಎಂದು ತಿಳಿಸಿದರು. ಮೈಸೂರು, ಜು.1(ಎಂಟಿವೈ)- ಮೈಸೂರಿನ ಡಿಆರ್‌ಎಂ ಆಸ್ಪತ್ರೆಯಲ್ಲಿ ರಾಷ್ಟ್ರೀಯ ವೈದ್ಯರ ದಿನಾಚರಣೆ ಆಚರಿಸಲಾಯಿತು. ಆಸ್ಪತ್ರೆ ಆವರಣದಲ್ಲಿ ನಡೆದ ಕಾರ್ಯಕ್ರಮದಲ್ಲಿ ವೈದ್ಯರಿಗೆ ಸನ್ಮಾನ ಮಾಡಿ ಗೌರವಿಸಲಾಯಿತು. ವೈದ್ಯರ ಸೇವೆ ಸಮಾಜಕ್ಕೆ ಅಮೂಲ್ಯ ಎಂದು ಮಾತನಾಡಿದರು. ರೋಗಿಗಳ ಆರೋಗ್ಯ ಕಾಪಾಡುವಲ್ಲಿ ವೈದ್ಯರ ಪಾತ್ರ ಮಹತ್ವದ್ದಾಗಿದೆ ಎಂದು ತಿಳಿಸಿದರು. ಮೈಸೂರು, ಜು.1(ಎಂಟಿವೈ)- ಮೈಸೂರಿನ ಡಿಆರ್‌ಎಂ ಆಸ್ಪತ್ರೆಯಲ್ಲಿ ರಾಷ್ಟ್ರೀಯ ವೈದ್ಯರ ದಿನಾಚರಣೆ ಆಚರಿಸಲಾಯಿತು. ಆಸ್ಪತ್ರೆ ಆವರಣದಲ್ಲಿ ನಡೆದ ಕಾರ್ಯಕ್ರಮದಲ್ಲಿ ವೈದ್ಯರಿಗೆ ಸನ್ಮಾನ ಮಾಡಿ ಗೌರವಿಸಲಾಯಿತು. ವೈದ್ಯರ ಸೇವೆ ಸಮಾಜಕ್ಕೆ ಅಮೂಲ್ಯ ಎಂದು ಮಾತನಾಡಿದರು. ರೋಗಿಗಳ ಆರೋಗ್ಯ ಕಾಪಾಡುವಲ್ಲಿ ವೈದ್ಯರ ಪಾತ್ರ ಮಹತ್ವದ್ದಾಗಿದೆ ಎಂದು ತಿಳಿಸಿದರು. (505, 1117, 1071, 1211)
photo-figure (898, 1879, 963, 2051)
magenta-dot (1439, 2134, 1448, 2143)
left-headline-1: ಮೈತ್ರಿ ಸರ್ಕಾರದ ಕೌಂಟ್‌ಡೌನ್ ಆರಂಭ (167, 282, 406, 305)
black-dot (1465, 2134, 1474, 2143)
continuation-ribbon: ಒಂದನೇ ಪುಟದಿಂದ (167, 256, 495, 280)
lead-caption: ಮೈಸೂರಿನ ಜಯದೇವ ಹೃದ್ರೋಗ ಸಂಸ್ಥೆಯಲ್ಲಿ ಸೋಮವಾರ ಹಮ್ಮಿಕೊಂಡಿದ್ದ ರಾಷ್ಟ್ರೀಯ ವೈದ್ಯರ ದಿನಾಚರಣೆಯನ್ನು ಕೇಕ್ ಕತ್ತರಿಸುವ ಮೂಲಕ ಆಸ್ಪತ್ರೆಯ ವೈದ್ಯಕೀಯ ಅಧೀಕ್ಷಕ ಡಾ.ಸದಾನಂದ ಉದ್ಘಾಟಿಸಿದರು. (648, 620, 1227, 652)
black-dot (187, 2134, 196, 2143)
page-number: 5 (191, 220, 211, 254)
lead-body-left: ಮೈಸೂರು, ಜು.1(ಸಿಎಂ)- ಪ್ರತಿತ ವೈದ್ಯರಿಗೆ ಒತ್ತಡ ಹೆಚ್ಚಾಗುತ್ತಿದ್ದು, ಇದರ ಪರಿಣಾಮ ವೈದ್ಯರ ಆಯಸ್ಸು ಕಡಿಮೆ ಮಾಡುತ್ತಿದೆ ಎಂದು ಜಯದೇವ ಆಸ್ಪತ್ರೆಯ ವೈದ್ಯಕೀಯ ಅಧೀಕ್ಷಕ ಡಾ.ಸದಾನಂದ ಆತಂಕ ವ್ಯಕ್ತಪಡಿಸಿದರು. ಮೈಸೂರಿನ ಜಯದೇವ ಹೃದ್ರೋಗ ಆಸ್ಪತ್ರೆಯಲ್ಲಿ ಹಮ್ಮಿಕೊಂಡಿದ್ದ ರಾಷ್ಟ್ರೀಯ ವೈದ್ಯರ ದಿನಾಚರಣೆ ಕಾರ್ಯಕ್ರಮದಲ್ಲಿ ಮಾತನಾಡಿದರು. ಮೈಸೂರು, ಜು.1(ಸಿಎಂ)- ಪ್ರತಿತ ವೈದ್ಯರಿಗೆ ಒತ್ತಡ ಹೆಚ್ಚಾಗುತ್ತಿದ್ದು, ಇದರ ಪರಿಣಾಮ ವೈದ್ಯರ ಆಯಸ್ಸು ಕಡಿಮೆ ಮಾಡುತ್ತಿದೆ ಎಂದು ಜಯದೇವ ಆಸ್ಪತ್ರೆಯ ವೈದ್ಯಕೀಯ ಅಧೀಕ್ಷಕ ಡಾ.ಸದಾನಂದ ಆತಂಕ ವ್ಯಕ್ತಪಡಿಸಿದರು. ಮೈಸೂರಿನ ಜಯದೇವ ಹೃದ್ರೋಗ ಆಸ್ಪತ್ರೆಯಲ್ಲಿ ಹಮ್ಮಿಕೊಂಡಿದ್ದ ರಾಷ್ಟ್ರೀಯ ವೈದ್ಯರ ದಿನಾಚರಣೆ ಕಾರ್ಯಕ್ರಮದಲ್ಲಿ ಮಾತನಾಡಿದರು. (505, 318, 643, 552)
photo-figure (727, 869, 782, 1078)
photo-figure (643, 879, 704, 1078)
page-label: ಪುಟ (167, 229, 188, 245)
story4-photo (505, 1291, 1023, 1545)
cyan-dot (759, 2134, 768, 2143)
story3-body: ಮೈಸೂರು, ಜು.1(ಪಿಎಂ)- ಅಂತಾರಾಷ್ಟ್ರೀಯ ಲಯನ್ಸ್ ಸಂಸ್ಥೆಯ (ಜಿಲ್ಲಾ 317-ಎ) ವತಿಯಿಂದ ಸೋಮವಾರ ರಾಷ್ಟ್ರೀಯ ವೈದ್ಯರ ದಿನಾಚರಣೆ ಅಂಗವಾಗಿ ವಿವಿಧ ಕಾರ್ಯಕ್ರಮಗಳನ್ನು ನಡೆಸಲಾಯಿತು. ನಗರದ ಕೆಆರ್ ಆಸ್ಪತ್ರೆ ಆವರಣದಲ್ಲಿ ರೋಗಿಗಳ ಸಂಬಂಧಿಕರಿಗಾಗಿ ನವೀಕರಿಸಿದ ತಂಗುದಾಣ ಉದ್ಘಾಟಿಸಲಾಯಿತು. ಮೈಸೂರು, ಜು.1(ಪಿಎಂ)- ಅಂತಾರಾಷ್ಟ್ರೀಯ ಲಯನ್ಸ್ ಸಂಸ್ಥೆಯ (ಜಿಲ್ಲಾ 317-ಎ) ವತಿಯಿಂದ ಸೋಮವಾರ ರಾಷ್ಟ್ರೀಯ ವೈದ್ಯರ ದಿನಾಚರಣೆ ಅಂಗವಾಗಿ ವಿವಿಧ ಕಾರ್ಯಕ್ರಮಗಳನ್ನು ನಡೆಸಲಾಯಿತು. ನಗರದ ಕೆಆರ್ ಆಸ್ಪತ್ರೆ ಆವರಣದಲ್ಲಿ ರೋಗಿಗಳ ಸಂಬಂಧಿಕರಿಗಾಗಿ ನವೀಕರಿಸಿದ ತಂಗುದಾಣ ಉದ್ಘಾಟಿಸಲಾಯಿತು. (1079, 1103, 1412, 1197)
left-article-2: ಆನಂದ್ ಸಿಂಗ್ ರಾಜೀನಾಮೆ ನೀಡಿದ ಬೆನ್ನಲ್ಲೇ ಮೈತ್ರಿ ಸರ್ಕಾರದ ಪತನ ಆರಂಭವಾಗಿದೆ ಎಂದು ಬಿಜೆಪಿ ನಾಯಕರು ಹೇಳಿದ್ದಾರೆ. ಸರ್ಕಾರ ಅಲ್ಪಮತಕ್ಕೆ ಕುಸಿಯಲಿದೆ ಎಂದು ಅವರು ತಿಳಿಸಿದರು. ರಾಜ್ಯ ರಾಜಕೀಯದಲ್ಲಿ ಮತ್ತಷ್ಟು ಬೆಳವಣಿಗೆಗಳು ನಡೆಯುವ ಸಾಧ್ಯತೆ ಇದೆ ಎಂದರು. ಹೊಸಪೇಟೆಯಲ್ಲಿಂದು ವಿಜಯನಗರ ಕಾಂಗ್ರೆಸ್ ಶಾಸಕ ಆನಂದ್ ಸಿಂಗ್ ವಿಧಾನಸಭಾ ಸದಸ್ಯತ್ವಕ್ಕೆ ರಾಜೀನಾಮೆ ನೀಡಿದ್ದಾರೆ. ಭೂಮಿ ಪರಭಾರೆ ಹೋರಾಟ ಮತ್ತು ಪಕ್ಷದ ವರ್ತನೆ ಕುರಿತು ಅಸಮಾಧಾನಗೊಂಡು ಈ ನಿರ್ಧಾರ ಕೈಗೊಂಡಿದ್ದಾರೆ ಎಂದು ತಿಳಿಸಿದರು. ಅವರು ರಾಜೀನಾಮೆ ಪತ್ರವನ್ನು ಸ್ಪೀಕರ್ ಅವರಿಗೆ ಕಳುಹಿಸಿದ್ದಾರೆ. ಇದರಿಂದ ಮೈತ್ರಿ ಸರ್ಕಾರದ ಸಂಖ್ಯಾಬಲದಲ್ಲಿ ಏರುಪೇರು ಉಂಟಾಗಲಿದ್ದು ರಾಜಕೀಯ ವಲಯದಲ್ಲಿ ಚರ್ಚೆ ಆರಂಭವಾಗಿದೆ. ಬೆಂಗಳೂರಿನಲ್ಲಿ ನಡೆದ ಬೆಳವಣಿಗೆಗಳಲ್ಲಿ ಕಾಂಗ್ರೆಸ್ ಮತ್ತು ಜೆಡಿಎಸ್ ನಾಯಕರು ಶಾಸಕರೊಂದಿಗೆ ಸಭೆ ನಡೆಸಿದರು. ಮುಖ್ಯಮಂತ್ರಿ ಅಮೆರಿಕ ಪ್ರವಾಸದಲ್ಲಿದ್ದು ಅಲ್ಲಿಂದಲೇ ಪರಿಸ್ಥಿತಿ ಗಮನಿಸುತ್ತಿದ್ದಾರೆ. ಆನಂದ್ ಸಿಂಗ್ ರಾಜೀನಾಮೆ ನೀಡಿದ ಬೆನ್ನಲ್ಲೇ ಮೈತ್ರಿ ಸರ್ಕಾರದ ಪತನ ಆರಂಭವಾಗಿದೆ ಎಂದು ಬಿಜೆಪಿ ನಾಯಕರು ಹೇಳಿದ್ದಾರೆ. ಸರ್ಕಾರ ಅಲ್ಪಮತಕ್ಕೆ ಕುಸಿಯಲಿದೆ ಎಂದು ಅವರು ತಿಳಿಸಿದರು. ರಾಜ್ಯ ರಾಜಕೀಯದಲ್ಲಿ ಮತ್ತಷ್ಟು ಬೆಳವಣಿಗೆಗಳು ನಡೆಯುವ ಸಾಧ್ಯತೆ ಇದೆ ಎಂದರು. (167, 1036, 495, 1200)
photo-figure (1106, 396, 1176, 618)
section-title: ಮೈಸೂರು ನಗರ (215, 218, 446, 256)
cake (880, 540, 1037, 586)
story5-body-right: ಮೈಸೂರು, ಜು.1(ಎಸ್‌ಪಿಎನ್)- ಶಿವರಾತ್ರೀಶ್ವರನಗರದ ಜೆಎಸ್‌ಎಸ್ ಪ್ರೌಢಶಾಲೆಯಲ್ಲಿ ವಿದ್ಯಾರ್ಥಿ ಸಂಘವನ್ನು ಚಿಂತಕರು ಉದ್ಘಾಟಿಸಿದರು. ವಿದ್ಯಾರ್ಥಿಗಳು ಶಿಕ್ಷಣದ ಜೊತೆಗೆ ಪಠ್ಯೇತರ ಚಟುವಟಿಕೆಗಳಲ್ಲೂ ಭಾಗವಹಿಸಬೇಕು ಎಂದು ಸಲಹೆ ನೀಡಿದರು. ಶಾಲೆಯ ಶಿಕ್ಷಕರು ಹಾಗೂ ವಿದ್ಯಾರ್ಥಿಗಳು ಉಪಸ್ಥಿತರಿದ್ದರು. ಮೈಸೂರು, ಜು.1(ಎಸ್‌ಪಿಎನ್)- ಶಿವರಾತ್ರೀಶ್ವರನಗರದ ಜೆಎಸ್‌ಎಸ್ ಪ್ರೌಢಶಾಲೆಯಲ್ಲಿ ವಿದ್ಯಾರ್ಥಿ ಸಂಘವನ್ನು ಚಿಂತಕರು ಉದ್ಘಾಟಿಸಿದರು. ವಿದ್ಯಾರ್ಥಿಗಳು ಶಿಕ್ಷಣದ ಜೊತೆಗೆ ಪಠ್ಯೇತರ ಚಟುವಟಿಕೆಗಳಲ್ಲೂ ಭಾಗವಹಿಸಬೇಕು ಎಂದು ಸಲಹೆ ನೀಡಿದರು. ಶಾಲೆಯ ಶಿಕ್ಷಕರು ಹಾಗೂ ವಿದ್ಯಾರ್ಥಿಗಳು ಉಪಸ್ಥಿತರಿದ್ದರು. (1181, 1829, 1412, 1952)
magenta-dot (772, 2134, 781, 2143)
